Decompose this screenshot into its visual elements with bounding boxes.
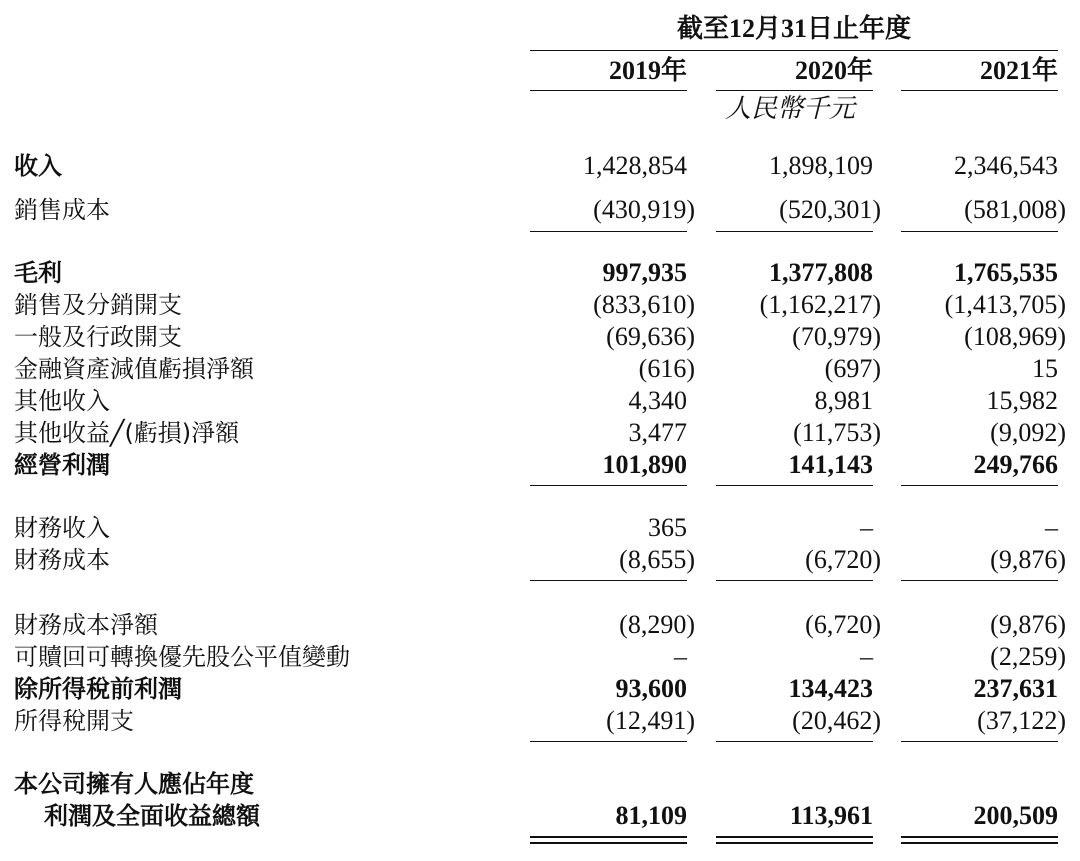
row-label: 本公司擁有人應佔年度: [14, 770, 254, 798]
period-title: 截至12月31日止年度: [676, 14, 911, 43]
value-2019: (430,919): [593, 195, 695, 224]
row-label: 金融資產減值虧損淨額: [14, 355, 254, 383]
value-2020: 141,143: [788, 450, 873, 479]
value-2020: 134,423: [788, 674, 873, 703]
row-label: 經營利潤: [14, 451, 110, 479]
row-label: 財務成本: [14, 546, 110, 574]
value-2019: 101,890: [602, 450, 687, 479]
value-2020: (20,462): [792, 706, 881, 735]
table-row-total-comprehensive-income: [0, 800, 1080, 832]
row-label: 一般及行政開支: [14, 323, 182, 351]
row-label: 除所得稅前利潤: [14, 675, 182, 703]
subtotal-rule: [530, 231, 687, 232]
value-2021: (9,092): [990, 418, 1066, 447]
subtotal-rule: [716, 485, 873, 486]
year-header-2021: 2021年: [979, 56, 1058, 85]
subtotal-rule: [716, 741, 873, 742]
subtotal-rule: [530, 485, 687, 486]
row-label: 銷售成本: [14, 196, 110, 224]
value-2021: 237,631: [973, 674, 1058, 703]
total-double-rule: [716, 836, 873, 844]
table-row-fair-value-change: [0, 641, 1080, 673]
table-row-gross-profit: [0, 257, 1080, 289]
subtotal-rule: [530, 580, 687, 581]
subtotal-rule: [530, 741, 687, 742]
table-row-admin-expenses: [0, 321, 1080, 353]
value-2021: 249,766: [973, 450, 1058, 479]
row-label: 其他收益╱(虧損)淨額: [14, 419, 240, 447]
unit-label: 人民幣千元: [724, 94, 855, 123]
subtotal-rule: [901, 485, 1058, 486]
row-label: 收入: [14, 152, 62, 180]
value-2020: (697): [824, 354, 881, 383]
value-2021: (108,969): [964, 322, 1066, 351]
subtotal-rule: [716, 231, 873, 232]
subtotal-rule: [901, 741, 1058, 742]
value-2019: (8,290): [619, 610, 695, 639]
value-2021: (2,259): [990, 642, 1066, 671]
value-2019: (12,491): [606, 706, 695, 735]
value-2020: –: [860, 513, 873, 542]
row-label: 可贖回可轉換優先股公平值變動: [14, 643, 350, 671]
table-row-income-tax: [0, 705, 1080, 737]
value-2021: (37,122): [977, 706, 1066, 735]
value-2020: (70,979): [792, 322, 881, 351]
year-rule-2019: [530, 90, 687, 91]
value-2019: –: [674, 642, 687, 671]
value-2019: (8,655): [619, 545, 695, 574]
row-label: 財務成本淨額: [14, 611, 158, 639]
table-row-other-income: [0, 385, 1080, 417]
header-rule: [530, 50, 1058, 51]
table-row-total-label-line1: [0, 768, 1080, 800]
value-2020: (6,720): [805, 545, 881, 574]
value-2021: 15: [1032, 354, 1058, 383]
subtotal-rule: [901, 231, 1058, 232]
value-2020: (11,753): [793, 418, 881, 447]
value-2021: 1,765,535: [954, 258, 1058, 287]
value-2021: (581,008): [964, 195, 1066, 224]
value-2020: (1,162,217): [759, 290, 881, 319]
table-row-operating-profit: [0, 449, 1080, 481]
value-2021: (9,876): [990, 610, 1066, 639]
value-2021: (1,413,705): [944, 290, 1066, 319]
value-2019: 997,935: [602, 258, 687, 287]
value-2021: (9,876): [990, 545, 1066, 574]
value-2019: (833,610): [593, 290, 695, 319]
table-row-impairment: [0, 353, 1080, 385]
value-2021: –: [1045, 513, 1058, 542]
table-row-finance-costs: [0, 544, 1080, 576]
value-2020: 113,961: [789, 801, 873, 830]
value-2021: 2,346,543: [954, 151, 1058, 180]
table-row-selling-expenses: [0, 289, 1080, 321]
value-2021: 15,982: [986, 386, 1058, 415]
row-label: 利潤及全面收益總額: [44, 802, 260, 830]
value-2019: 4,340: [628, 386, 687, 415]
value-2020: –: [860, 642, 873, 671]
year-header-2019: 2019年: [608, 56, 687, 85]
total-double-rule: [530, 836, 687, 844]
total-double-rule: [901, 836, 1058, 844]
subtotal-rule: [901, 580, 1058, 581]
year-rule-2020: [716, 90, 873, 91]
subtotal-rule: [716, 580, 873, 581]
value-2020: (520,301): [779, 195, 881, 224]
value-2020: 1,898,109: [769, 151, 873, 180]
value-2019: (616): [638, 354, 695, 383]
value-2019: 81,109: [615, 801, 687, 830]
value-2019: 3,477: [628, 418, 687, 447]
value-2019: 365: [648, 513, 687, 542]
value-2019: (69,636): [606, 322, 695, 351]
row-label: 其他收入: [14, 387, 110, 415]
table-row-other-gains: [0, 417, 1080, 449]
table-row-profit-before-tax: [0, 673, 1080, 705]
value-2021: 200,509: [973, 801, 1058, 830]
row-label: 銷售及分銷開支: [14, 291, 182, 319]
year-header-2020: 2020年: [794, 56, 873, 85]
table-row-revenue: [0, 150, 1080, 182]
value-2019: 93,600: [615, 674, 687, 703]
table-row-net-finance-costs: [0, 609, 1080, 641]
table-row-finance-income: [0, 512, 1080, 544]
row-label: 毛利: [14, 259, 62, 287]
value-2020: 8,981: [814, 386, 873, 415]
year-rule-2021: [901, 90, 1058, 91]
value-2020: 1,377,808: [769, 258, 873, 287]
row-label: 所得稅開支: [14, 707, 134, 735]
table-row-cost-of-sales: [0, 194, 1080, 226]
value-2020: (6,720): [805, 610, 881, 639]
value-2019: 1,428,854: [583, 151, 687, 180]
row-label: 財務收入: [14, 514, 110, 542]
